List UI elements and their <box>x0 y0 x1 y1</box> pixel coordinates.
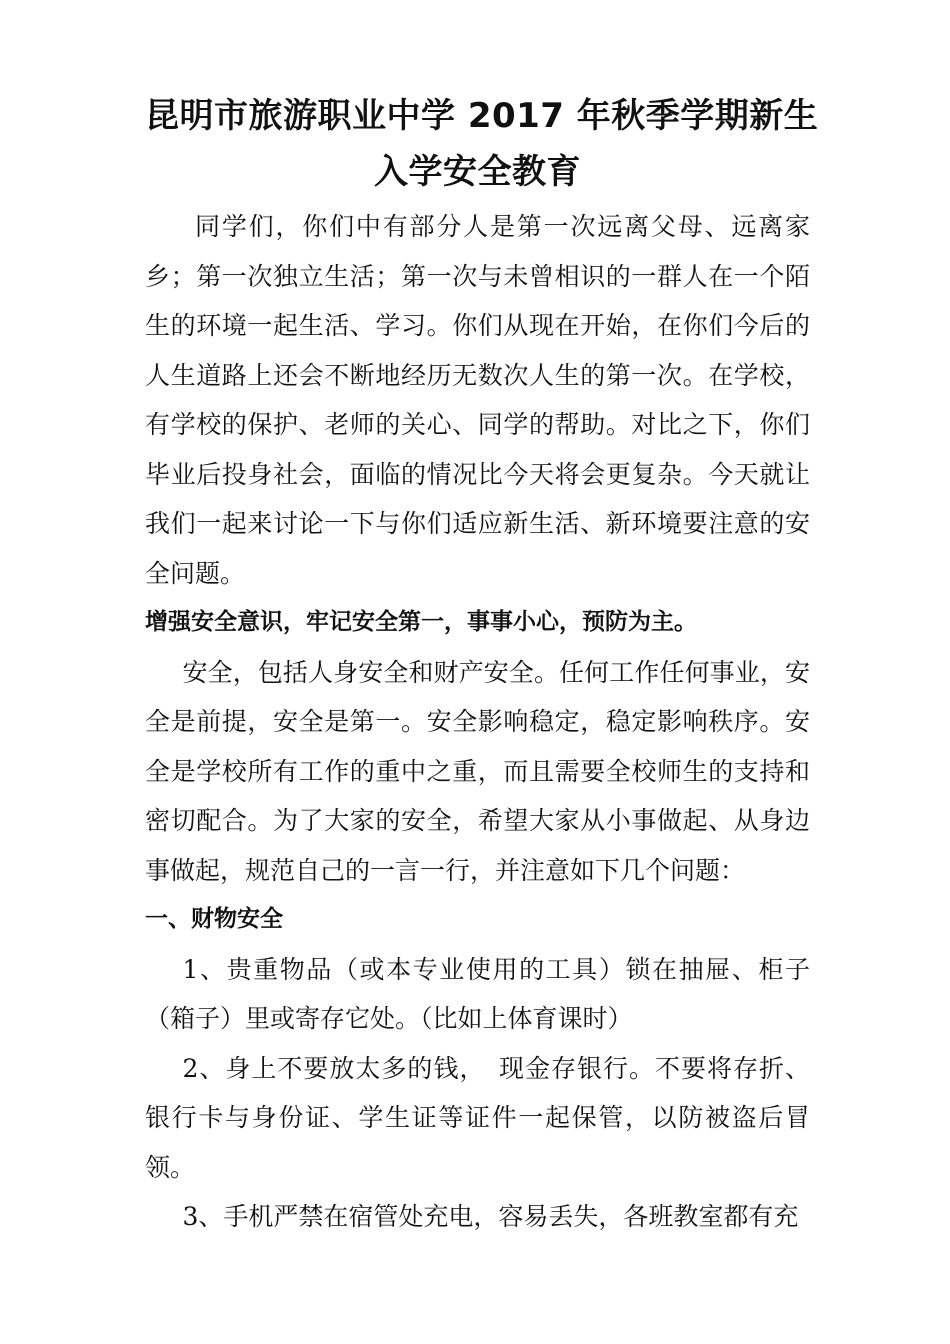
intro-paragraph: 同学们，你们中有部分人是第一次远离父母、远离家乡；第一次独立生活；第一次与未曾相识的一群人在一个陌生的环境一起生活、学习。你们从现在开始，在你们今后的人生道路上还会不断地经历无数次人生的第一次。在学校，有学校的保护、老师的关心、同学的帮助。对比之下，你们毕业后投身社会，面临的情况比今天将会更复杂。今天就让我们一起来讨论一下与你们适应新生活、新环境要注意的安全问题。 <box>145 212 810 588</box>
slogan-heading: 增强安全意识，牢记安全第一，事事小心，预防为主。 <box>145 609 697 635</box>
list-item: 1、贵重物品（或本专业使用的工具）锁在抽屉、柜子（箱子）里或寄存它处。（比如上体育课时） <box>145 954 810 1033</box>
document-page <box>145 88 819 1242</box>
document-title <box>145 88 819 200</box>
title-line-2: 入学安全教育 <box>374 152 581 192</box>
list-item: 2、身上不要放太多的钱， 现金存银行。不要将存折、银行卡与身份证、学生证等证件一起保管，以防被盗后冒领。 <box>145 1053 810 1182</box>
document-body <box>145 202 810 1242</box>
section-heading-property-safety: 一、财物安全 <box>145 906 283 932</box>
title-line-1: 昆明市旅游职业中学 2017 年秋季学期新生 <box>145 96 819 136</box>
list-item: 3、手机严禁在宿管处充电，容易丢失，各班教室都有充 <box>182 1202 799 1231</box>
safety-paragraph: 安全，包括人身安全和财产安全。任何工作任何事业，安全是前提，安全是第一。安全影响稳定，稳定影响秩序。安全是学校所有工作的重中之重，而且需要全校师生的支持和密切配合。为了大家的安全，希望大家从小事做起、从身边事做起，规范自己的一言一行，并注意如下几个问题： <box>145 657 810 885</box>
